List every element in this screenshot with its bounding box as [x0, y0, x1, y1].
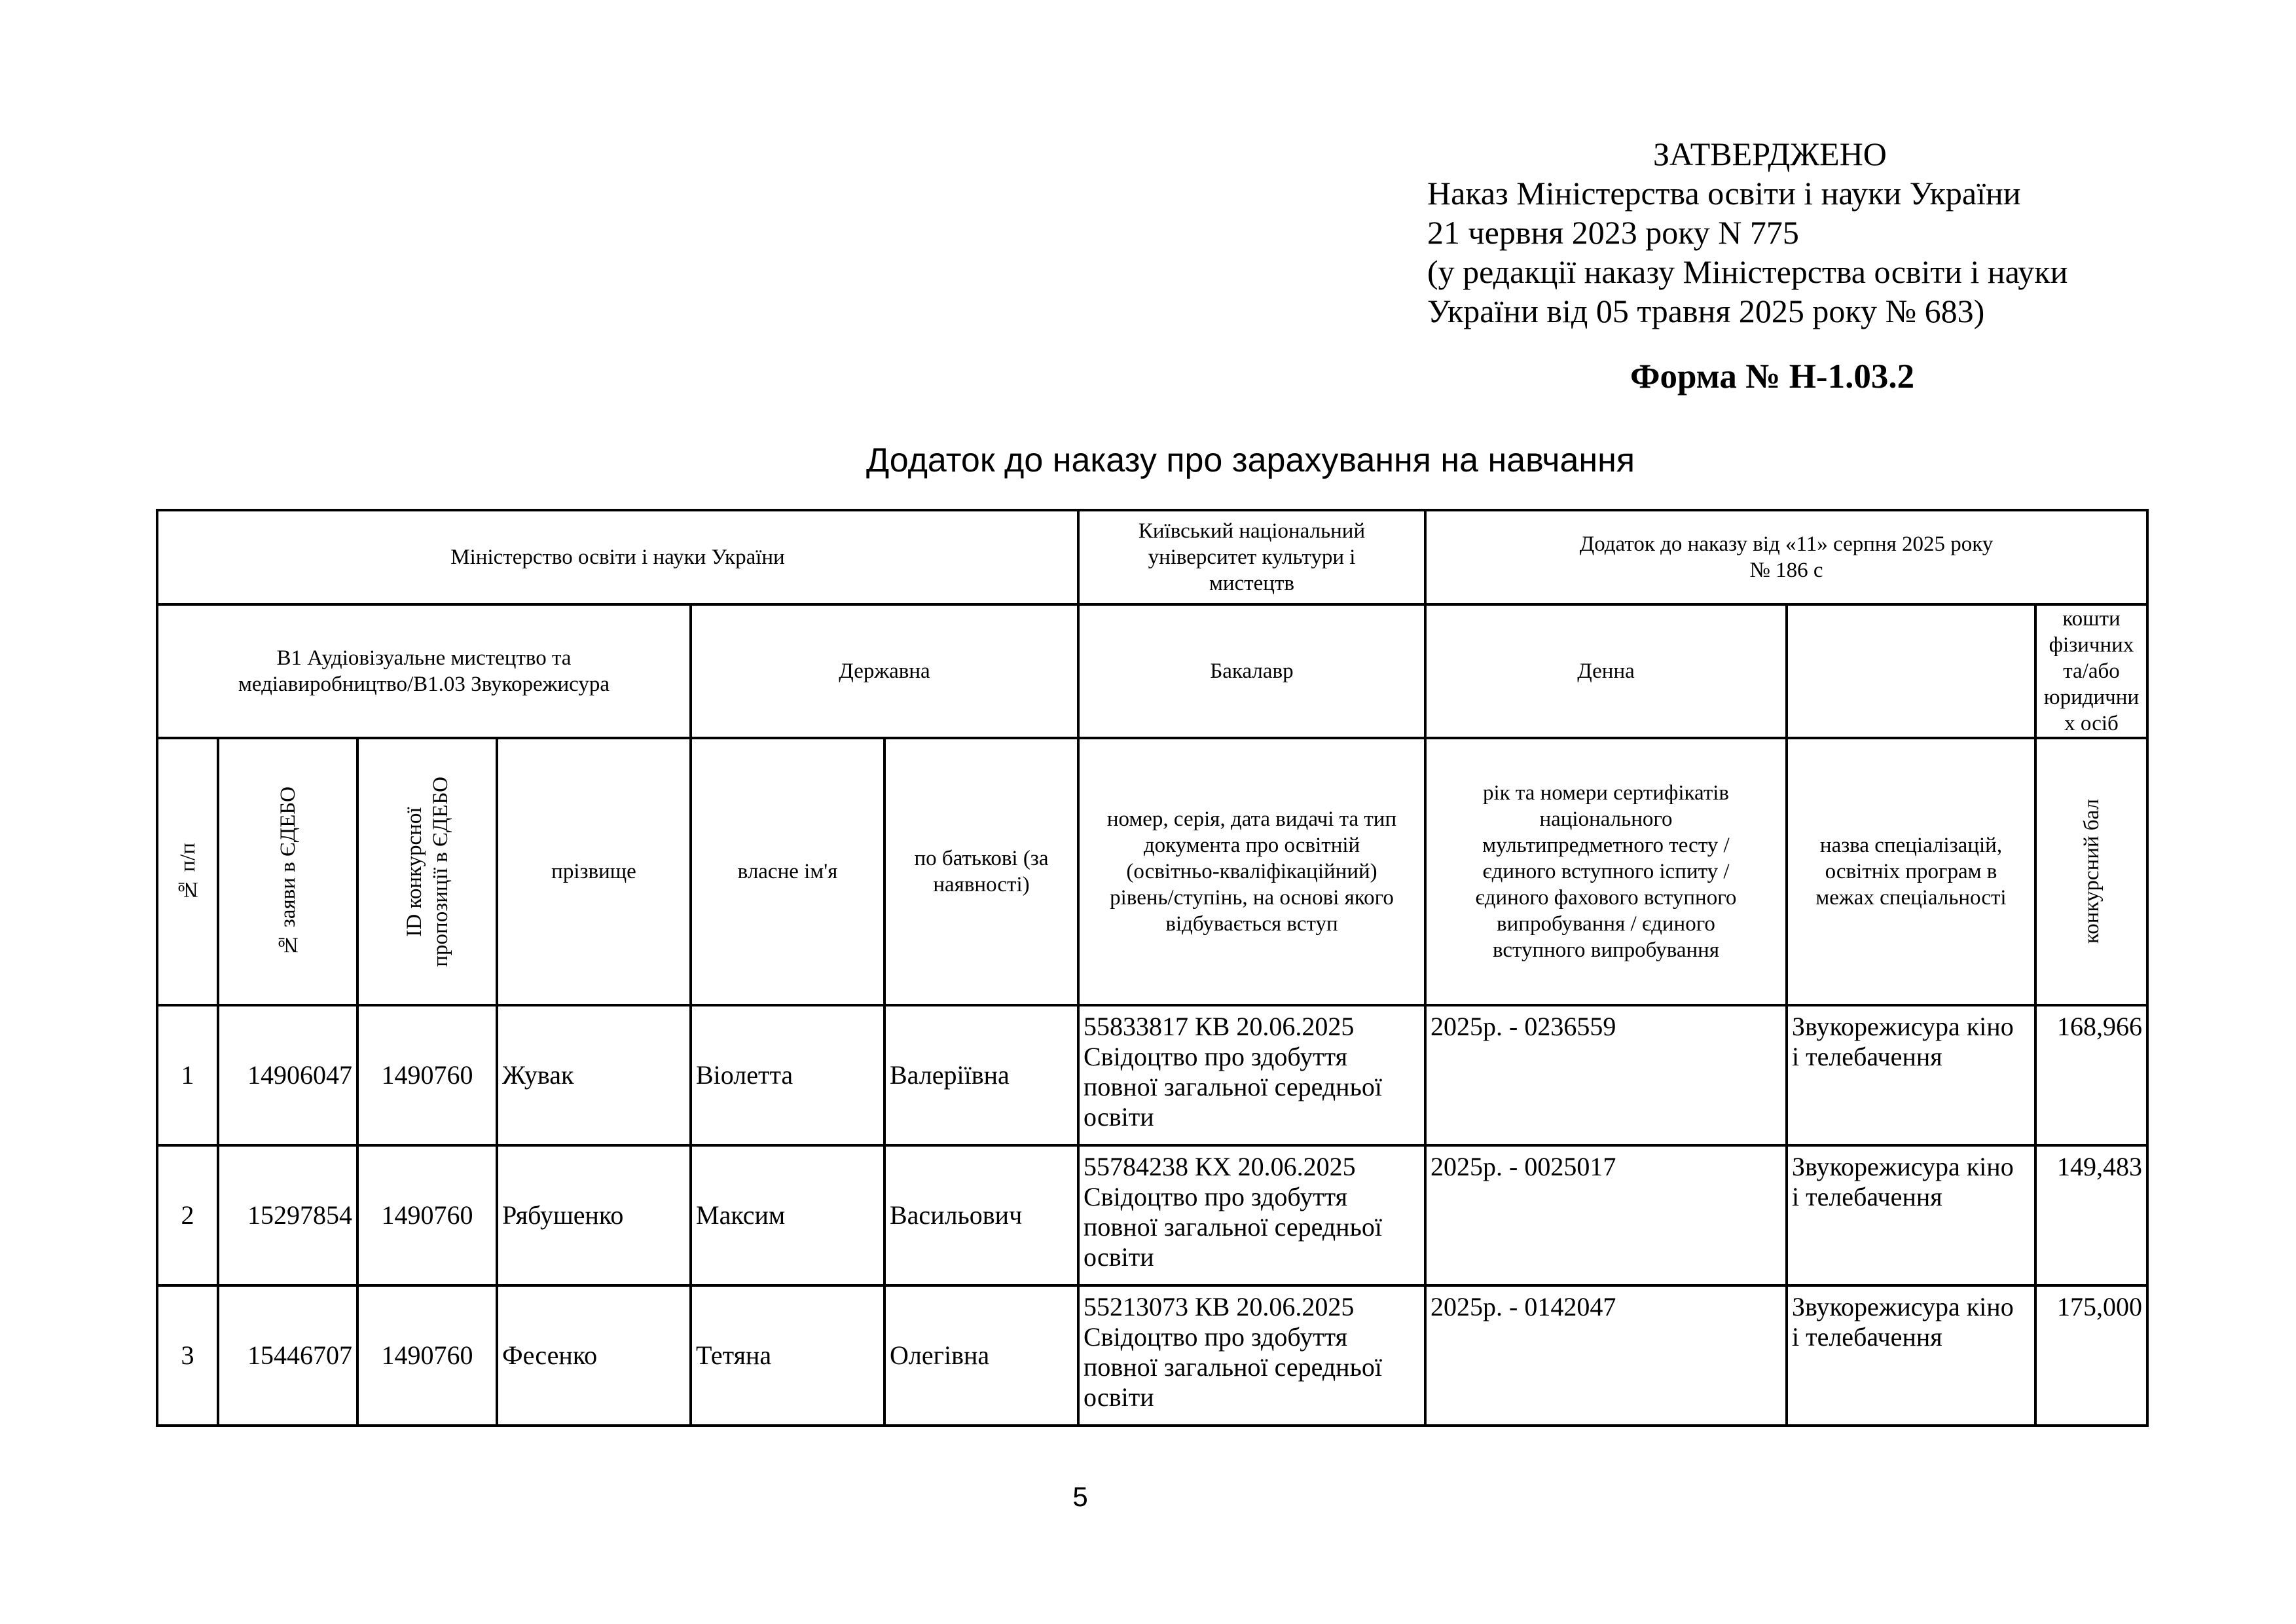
order-reference-line-2: № 186 с	[1749, 559, 1823, 582]
patronymic: Олегівна	[884, 1285, 1078, 1426]
col-header-surname	[497, 738, 691, 1005]
education-document-line-2: Свідоцтво про здобуття	[1084, 1042, 1348, 1071]
specialization-line-2: і телебачення	[1792, 1182, 1942, 1211]
funding-note-line-4: юридични	[2043, 686, 2140, 709]
specialization-line-1: Звукорежисура кіно	[1792, 1292, 2014, 1321]
col-header-document-line-5: відбувається вступ	[1165, 912, 1338, 936]
col-header-score	[2035, 738, 2147, 1005]
col-header-application-number-text: № заяви в ЄДЕБО	[276, 786, 300, 957]
education-document-line-2: Свідоцтво про здобуття	[1084, 1182, 1348, 1211]
specialization-line-2: і телебачення	[1792, 1322, 1942, 1352]
order-line-3: (у редакції наказу Міністерства освіти і науки	[1427, 253, 2068, 290]
specialization	[1787, 1145, 2035, 1285]
order-reference-line-1: Додаток до наказу від «11» серпня 2025 року	[1579, 532, 1994, 556]
table-row	[157, 1145, 2147, 1285]
page-number: 5	[1072, 1481, 1088, 1512]
funding-note-line-2: фізичних	[2049, 633, 2134, 657]
competitive-score: 175,000	[2035, 1285, 2147, 1426]
funding-note-line-3: та/або	[2063, 659, 2120, 683]
patronymic: Васильович	[884, 1145, 1078, 1285]
col-header-patronymic-line-2: наявності)	[933, 873, 1030, 896]
col-header-specialization-line-2: освітніх програм в	[1825, 860, 1997, 883]
col-header-name-text: власне ім'я	[737, 860, 838, 883]
first-name: Максим	[691, 1145, 884, 1285]
funding-type-cell	[691, 604, 1078, 738]
col-header-certificates-line-3: мультипредметного тесту /	[1482, 834, 1730, 857]
education-document-line-4: освіти	[1084, 1102, 1154, 1132]
header-row-1	[157, 510, 2147, 604]
col-header-certificates-line-7: вступного випробування	[1492, 938, 1720, 962]
order-line-2: 21 червня 2023 року N 775	[1427, 214, 1799, 251]
surname: Фесенко	[497, 1285, 691, 1426]
offer-id: 1490760	[357, 1005, 497, 1145]
col-header-patronymic-line-1: по батькові (за	[914, 847, 1049, 870]
offer-id: 1490760	[357, 1145, 497, 1285]
funding-note-cell	[2035, 604, 2147, 738]
order-line-1: Наказ Міністерства освіти і науки України	[1427, 175, 2021, 212]
study-form-cell	[1425, 604, 1787, 738]
university-line-1: Київський національний	[1138, 519, 1366, 543]
application-number: 14906047	[218, 1005, 357, 1145]
education-document	[1078, 1005, 1425, 1145]
competitive-score: 168,966	[2035, 1005, 2147, 1145]
col-header-document-line-3: (освітньо-кваліфікаційний)	[1126, 860, 1377, 883]
certificate: 2025р. - 0025017	[1425, 1145, 1787, 1285]
header-row-2	[157, 604, 2147, 738]
order-line-4: України від 05 травня 2025 року № 683)	[1427, 293, 1985, 329]
table-row	[157, 1005, 2147, 1145]
col-header-offer-id-line-1: ID конкурсної	[402, 806, 426, 937]
funding-note-line-5: х осіб	[2064, 712, 2119, 735]
university-line-3: мистецтв	[1209, 572, 1294, 595]
education-document-line-1: 55833817 КВ 20.06.2025	[1084, 1012, 1355, 1041]
col-header-certificates	[1425, 738, 1787, 1005]
empty-header-cell	[1787, 604, 2035, 738]
ministry-name: Міністерство освіти і науки України	[450, 545, 785, 569]
education-document-line-3: повної загальної середньої	[1084, 1212, 1382, 1242]
university-cell	[1078, 510, 1425, 604]
row-number: 1	[157, 1005, 218, 1145]
enrollment-table	[156, 509, 2149, 1427]
education-document-line-3: повної загальної середньої	[1084, 1072, 1382, 1101]
degree: Бакалавр	[1210, 659, 1294, 683]
funding-note-line-1: кошти	[2062, 607, 2121, 631]
col-header-offer-id-text	[401, 777, 454, 967]
offer-id: 1490760	[357, 1285, 497, 1426]
funding-type: Державна	[839, 659, 930, 683]
application-number: 15297854	[218, 1145, 357, 1285]
col-header-offer-id	[357, 738, 497, 1005]
university-line-2: університет культури і	[1148, 545, 1356, 569]
col-header-surname-text: прізвище	[551, 860, 636, 883]
specialty-line-2: медіавиробництво/В1.03 Звукорежисура	[238, 673, 610, 696]
education-document-line-2: Свідоцтво про здобуття	[1084, 1322, 1348, 1352]
col-header-document-line-1: номер, серія, дата видачі та тип	[1106, 807, 1397, 831]
certificate: 2025р. - 0236559	[1425, 1005, 1787, 1145]
study-form: Денна	[1577, 659, 1635, 683]
page-title: Додаток до наказу про зарахування на навчання	[866, 441, 1635, 479]
specialization	[1787, 1005, 2035, 1145]
first-name: Тетяна	[691, 1285, 884, 1426]
col-header-specialization-line-3: межах спеціальності	[1815, 886, 2007, 910]
col-header-document-line-4: рівень/ступінь, на основі якого	[1110, 886, 1394, 910]
specialty-cell	[157, 604, 691, 738]
row-number: 2	[157, 1145, 218, 1285]
form-number: Форма № Н-1.03.2	[1630, 358, 1915, 396]
col-header-specialization	[1787, 738, 2035, 1005]
education-document-line-4: освіти	[1084, 1242, 1154, 1272]
first-name: Віолетта	[691, 1005, 884, 1145]
ministry-cell	[157, 510, 1078, 604]
col-header-certificates-line-6: випробування / єдиного	[1497, 912, 1715, 936]
surname: Рябушенко	[497, 1145, 691, 1285]
col-header-score-text: конкурсний бал	[2079, 799, 2104, 944]
order-reference-cell	[1425, 510, 2147, 604]
col-header-number	[157, 738, 218, 1005]
education-document	[1078, 1145, 1425, 1285]
row-number: 3	[157, 1285, 218, 1426]
specialization-line-1: Звукорежисура кіно	[1792, 1152, 2014, 1181]
education-document	[1078, 1285, 1425, 1426]
degree-cell	[1078, 604, 1425, 738]
specialization	[1787, 1285, 2035, 1426]
col-header-certificates-line-4: єдиного вступного іспиту /	[1482, 860, 1730, 883]
col-header-specialization-line-1: назва спеціалізацій,	[1819, 834, 2003, 857]
education-document-line-3: повної загальної середньої	[1084, 1352, 1382, 1382]
approval-block	[1427, 134, 2213, 331]
certificate: 2025р. - 0142047	[1425, 1285, 1787, 1426]
surname: Жувак	[497, 1005, 691, 1145]
col-header-offer-id-line-2: пропозиції в ЄДЕБО	[428, 776, 452, 967]
col-header-patronymic	[884, 738, 1078, 1005]
patronymic: Валеріївна	[884, 1005, 1078, 1145]
col-header-number-text: № п/п	[175, 842, 200, 901]
col-header-certificates-line-1: рік та номери сертифікатів	[1482, 781, 1730, 805]
header-row-3	[157, 738, 2147, 1005]
specialization-line-1: Звукорежисура кіно	[1792, 1012, 2014, 1041]
application-number: 15446707	[218, 1285, 357, 1426]
specialty-line-1: В1 Аудіовізуальне мистецтво та	[276, 646, 572, 670]
col-header-application-number	[218, 738, 357, 1005]
specialization-line-2: і телебачення	[1792, 1042, 1942, 1071]
col-header-document	[1078, 738, 1425, 1005]
col-header-document-line-2: документа про освітній	[1143, 834, 1360, 857]
col-header-certificates-line-5: єдиного фахового вступного	[1475, 886, 1737, 910]
approved-stamp-text: ЗАТВЕРДЖЕНО	[1653, 136, 1887, 172]
education-document-line-1: 55784238 КХ 20.06.2025	[1084, 1152, 1356, 1181]
education-document-line-4: освіти	[1084, 1382, 1154, 1412]
competitive-score: 149,483	[2035, 1145, 2147, 1285]
table-row	[157, 1285, 2147, 1426]
education-document-line-1: 55213073 КВ 20.06.2025	[1084, 1292, 1355, 1321]
col-header-name	[691, 738, 884, 1005]
col-header-certificates-line-2: національного	[1539, 807, 1673, 831]
